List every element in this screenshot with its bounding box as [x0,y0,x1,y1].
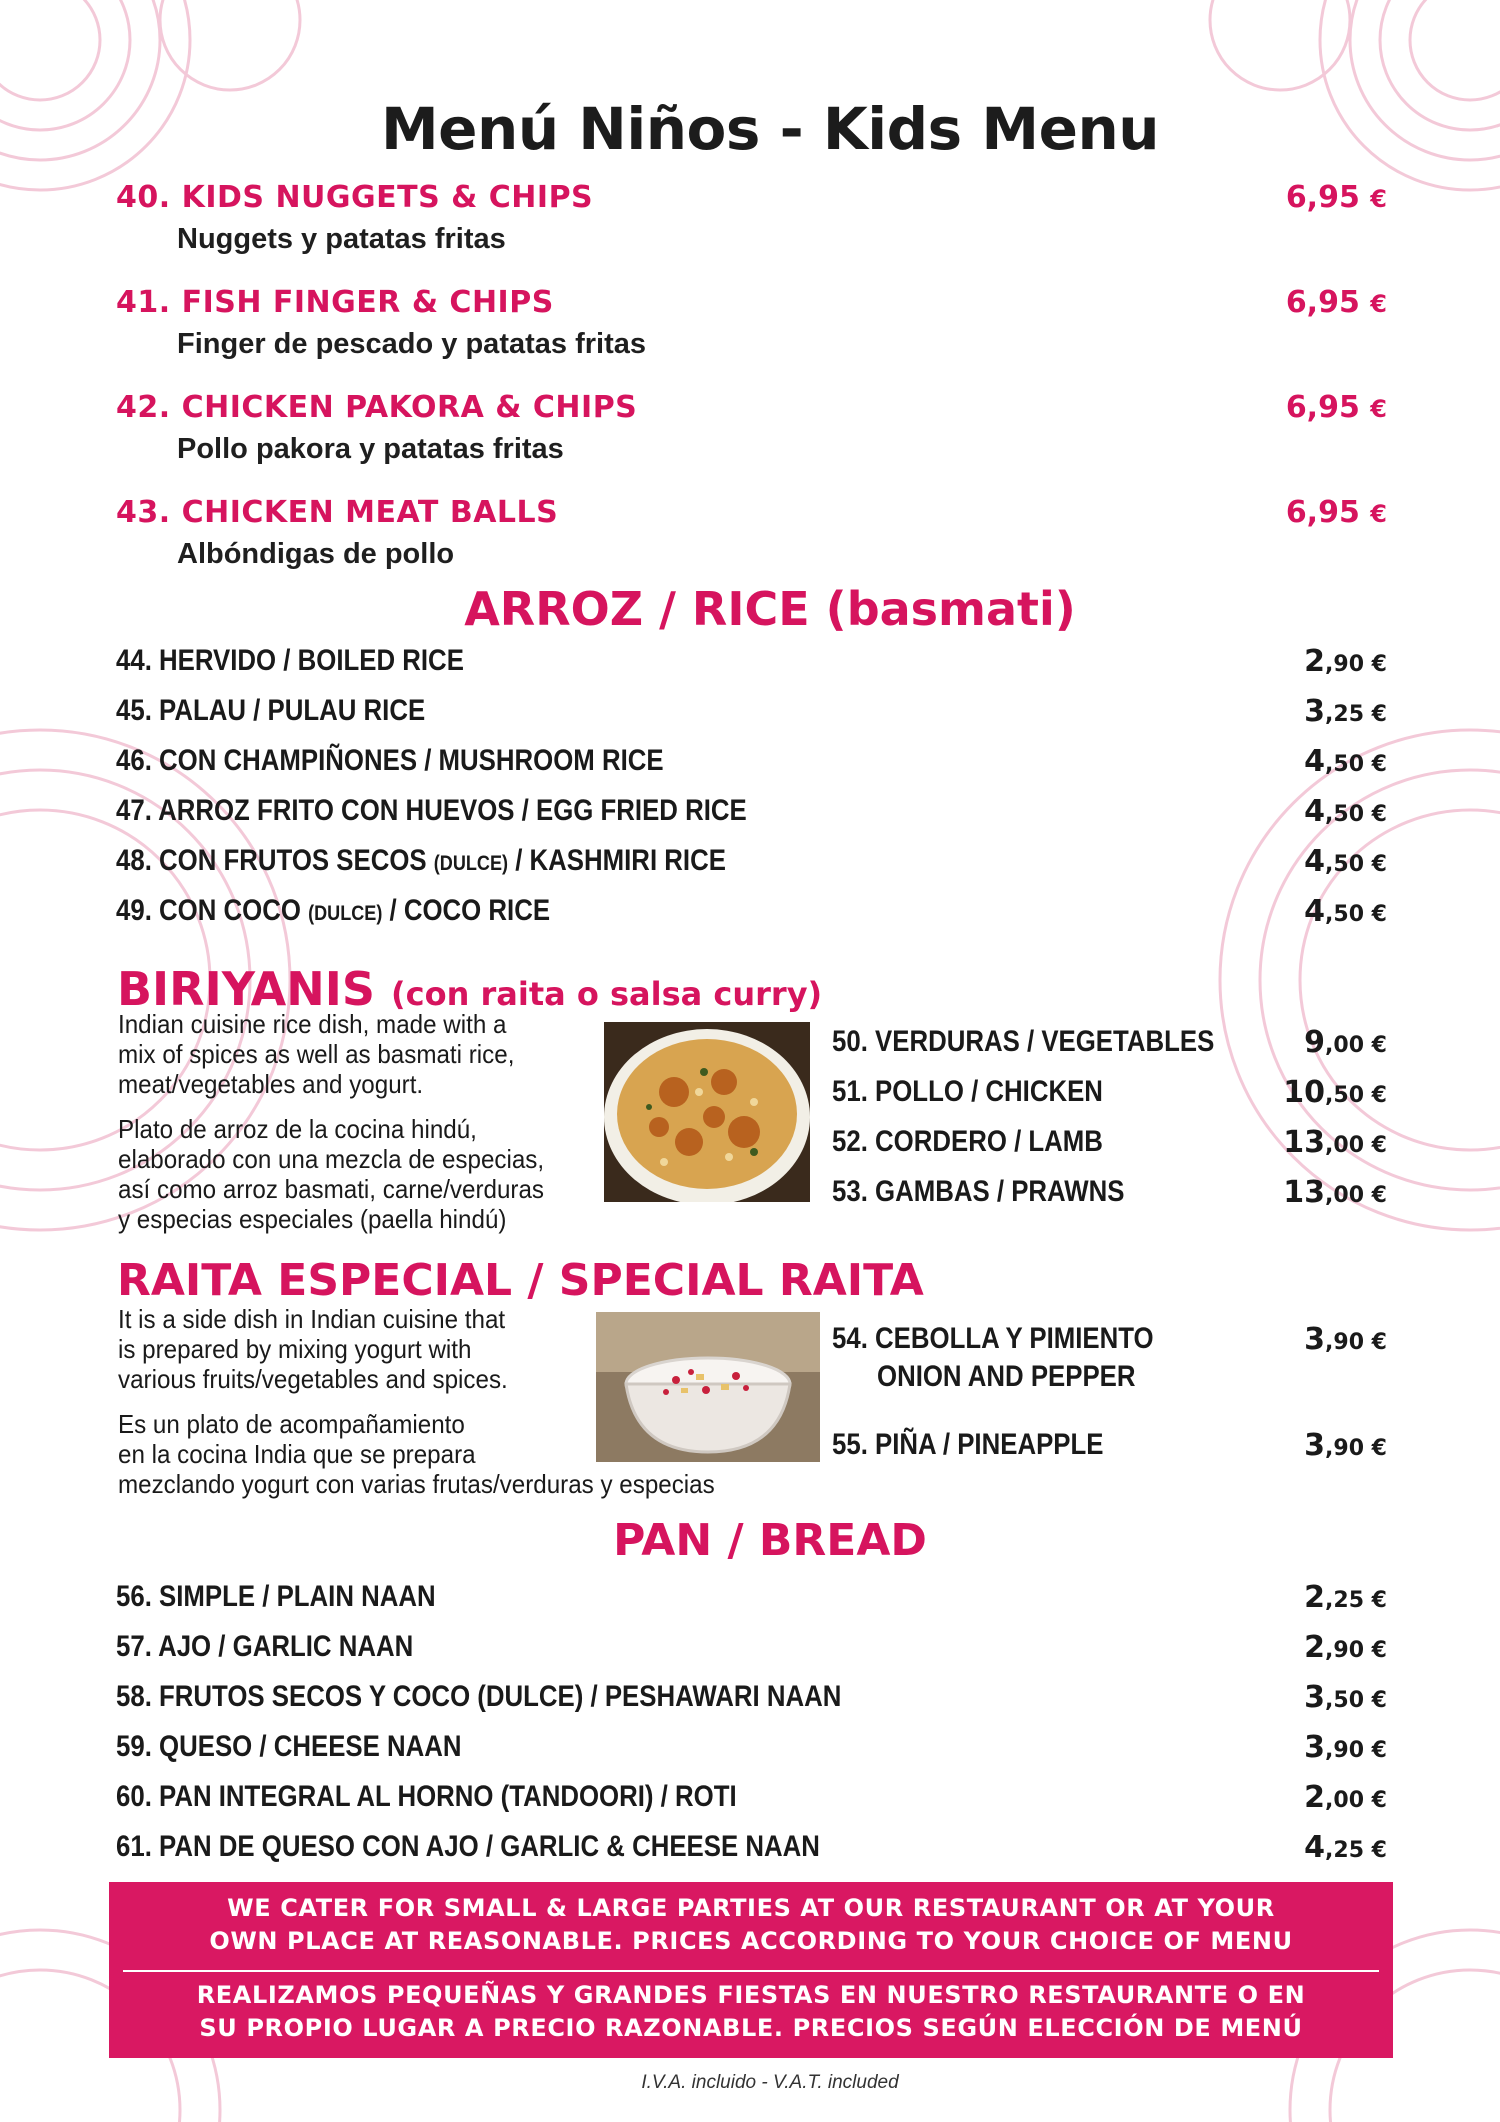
item-price [1304,1680,1387,1715]
rice-heading: ARROZ / RICE (basmati) [464,582,1076,636]
banner-en-line-2: OWN PLACE AT REASONABLE. PRICES ACCORDING TO YOUR CHOICE OF MENU [209,1927,1293,1955]
rice-item-name [116,644,464,678]
price-integer: 9 [1304,1025,1326,1060]
item-price [1304,794,1387,829]
price-integer: 3 [1304,1322,1326,1357]
item-label-tail: / KASHMIRI RICE [508,844,726,877]
price-decimal: ,25 € [1325,1838,1387,1863]
price-integer: 4 [1304,794,1326,829]
bread-item-name: 57. AJO / GARLIC NAAN [116,1630,414,1663]
biriyanis-description-en: Indian cuisine rice dish, made with a mix of spices as well as basmati rice, meat/vegetables and yogurt. [118,1009,515,1099]
item-label: 48. CON FRUTOS SECOS [116,844,434,877]
price-value: 6,95 [1285,285,1360,320]
biriyanis-title: BIRIYANIS [117,962,375,1016]
price-integer: 13 [1283,1125,1326,1160]
item-price [1304,694,1387,729]
item-label: 49. CON COCO [116,894,309,927]
price-integer: 3 [1304,1428,1326,1463]
price-integer: 3 [1304,694,1326,729]
price-decimal: ,50 € [1325,902,1387,927]
price-value: 6,95 [1285,495,1360,530]
biriyanis-heading [117,962,822,1016]
price-decimal: ,00 € [1325,1183,1387,1208]
price-integer: 4 [1304,894,1326,929]
bread-item-name: 61. PAN DE QUESO CON AJO / GARLIC & CHEESE NAAN [116,1830,820,1863]
banner-divider [123,1970,1379,1972]
price-decimal: ,00 € [1325,1033,1387,1058]
raita-description-es: Es un plato de acompañamiento en la cocina India que se prepara mezclando yogurt con varias frutas/verduras y especias [118,1409,715,1499]
bread-item-name: 58. FRUTOS SECOS Y COCO (DULCE) / PESHAWARI NAAN [116,1680,842,1713]
price-integer: 2 [1304,1780,1326,1815]
price-integer: 4 [1304,744,1326,779]
price-value: 6,95 [1285,390,1360,425]
currency-symbol: € [1370,185,1387,213]
page-title: Menú Niños - Kids Menu [380,95,1160,163]
item-label: 46. CON CHAMPIÑONES / MUSHROOM RICE [116,744,664,777]
kid-item-description: Nuggets y patatas fritas [177,223,506,255]
item-price [1304,1580,1387,1615]
biriyanis-description-es: Plato de arroz de la cocina hindú, elaborado con una mezcla de especias, así como arroz basmati, carne/verduras y especias especiales (paella hindú) [118,1114,545,1234]
bread-item-name: 56. SIMPLE / PLAIN NAAN [116,1580,436,1613]
raita-item-name-en: ONION AND PEPPER [877,1360,1136,1393]
price-decimal: ,50 € [1325,802,1387,827]
banner-es-line-2: SU PROPIO LUGAR A PRECIO RAZONABLE. PRECIOS SEGÚN ELECCIÓN DE MENÚ [199,2014,1303,2042]
price-decimal: ,90 € [1325,1638,1387,1663]
kid-item-name: 41. FISH FINGER & CHIPS [116,285,554,320]
kid-item-price [1286,285,1387,320]
price-value: 6,95 [1285,180,1360,215]
price-integer: 4 [1304,1830,1326,1865]
kid-item-price [1286,390,1387,425]
item-label-tail: / COCO RICE [382,894,551,927]
item-price [1304,1428,1387,1463]
item-price [1304,1830,1387,1865]
raita-heading: RAITA ESPECIAL / SPECIAL RAITA [117,1255,924,1306]
kid-item-name: 40. KIDS NUGGETS & CHIPS [116,180,594,215]
price-decimal: ,90 € [1325,1738,1387,1763]
biriyani-item-name: 50. VERDURAS / VEGETABLES [832,1025,1215,1058]
item-price [1304,1780,1387,1815]
bread-item-name: 59. QUESO / CHEESE NAAN [116,1730,462,1763]
banner-en-line-1: WE CATER FOR SMALL & LARGE PARTIES AT OUR RESTAURANT OR AT YOUR [227,1894,1275,1922]
raita-item-name: 55. PIÑA / PINEAPPLE [832,1428,1104,1461]
biriyanis-subtitle: (con raita o salsa curry) [390,975,823,1013]
rice-item-name [116,894,550,928]
raita-description-en: It is a side dish in Indian cuisine that is prepared by mixing yogurt with various fruits/vegetables and spices. [118,1304,508,1394]
biriyani-item-name: 53. GAMBAS / PRAWNS [832,1175,1125,1208]
vat-note: I.V.A. incluido - V.A.T. included [641,2072,899,2093]
currency-symbol: € [1370,290,1387,318]
price-decimal: ,90 € [1325,1436,1387,1461]
kid-item-description: Pollo pakora y patatas fritas [177,433,564,465]
price-integer: 2 [1304,1630,1326,1665]
item-label: 47. ARROZ FRITO CON HUEVOS / EGG FRIED RICE [116,794,747,827]
price-decimal: ,25 € [1325,1588,1387,1613]
item-price [1304,744,1387,779]
item-price [1283,1125,1387,1160]
raita-photo [596,1312,820,1462]
price-integer: 10 [1283,1075,1326,1110]
item-price [1304,894,1387,929]
price-integer: 13 [1283,1175,1326,1210]
item-price [1304,1630,1387,1665]
price-integer: 3 [1304,1730,1326,1765]
kid-item-price [1286,495,1387,530]
currency-symbol: € [1370,500,1387,528]
rice-item-name [116,794,747,828]
item-price [1283,1075,1387,1110]
price-decimal: ,00 € [1325,1788,1387,1813]
price-decimal: ,50 € [1325,1688,1387,1713]
price-integer: 2 [1304,644,1326,679]
rice-item-name [116,744,664,778]
item-price [1304,1730,1387,1765]
rice-item-name [116,844,726,878]
kid-item-name: 42. CHICKEN PAKORA & CHIPS [116,390,638,425]
kid-item-name: 43. CHICKEN MEAT BALLS [116,495,559,530]
bread-item-name: 60. PAN INTEGRAL AL HORNO (TANDOORI) / ROTI [116,1780,737,1813]
price-integer: 3 [1304,1680,1326,1715]
bread-heading: PAN / BREAD [613,1515,927,1566]
item-price [1304,844,1387,879]
item-note: (DULCE) [433,852,509,875]
price-decimal: ,50 € [1325,1083,1387,1108]
item-price [1304,1322,1387,1357]
kid-item-price [1286,180,1387,215]
biriyani-photo [604,1022,810,1202]
item-price [1283,1175,1387,1210]
kid-item-description: Finger de pescado y patatas fritas [177,328,646,360]
price-decimal: ,50 € [1325,752,1387,777]
biriyani-item-name: 52. CORDERO / LAMB [832,1125,1103,1158]
price-integer: 4 [1304,844,1326,879]
currency-symbol: € [1370,395,1387,423]
raita-item-name: 54. CEBOLLA Y PIMIENTO [832,1322,1154,1355]
item-note: (DULCE) [308,902,383,925]
item-label: 45. PALAU / PULAU RICE [116,694,426,727]
item-price [1304,644,1387,679]
item-label: 44. HERVIDO / BOILED RICE [116,644,464,677]
price-decimal: ,50 € [1325,852,1387,877]
item-price [1304,1025,1387,1060]
biriyani-item-name: 51. POLLO / CHICKEN [832,1075,1103,1108]
price-decimal: ,00 € [1325,1133,1387,1158]
price-decimal: ,90 € [1325,1330,1387,1355]
banner-es-line-1: REALIZAMOS PEQUEÑAS Y GRANDES FIESTAS EN NUESTRO RESTAURANTE O EN [196,1981,1306,2009]
catering-banner [109,1882,1393,2058]
rice-item-name [116,694,425,728]
price-decimal: ,25 € [1325,702,1387,727]
price-decimal: ,90 € [1325,652,1387,677]
kid-item-description: Albóndigas de pollo [177,538,455,570]
price-integer: 2 [1304,1580,1326,1615]
